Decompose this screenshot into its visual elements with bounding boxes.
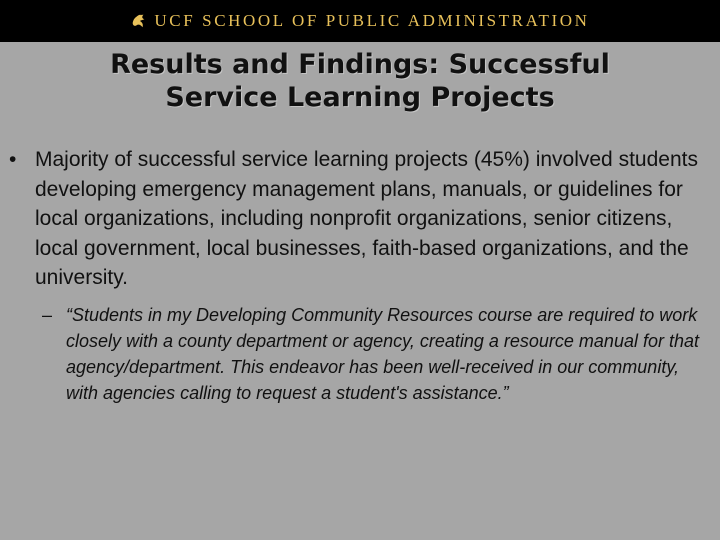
organization-name: UCF SCHOOL OF PUBLIC ADMINISTRATION (154, 11, 590, 30)
slide-title (0, 48, 720, 114)
slide-title-line-2: Service Learning Projects (165, 82, 555, 113)
header-bar (0, 0, 720, 42)
organization-brand (130, 11, 589, 31)
quote-bullet (0, 302, 720, 406)
dash-marker: – (42, 304, 53, 325)
slide-title-line-1: Results and Findings: Successful (110, 49, 610, 80)
slide-content (0, 145, 720, 406)
main-bullet (0, 145, 720, 293)
bullet-marker: • (9, 148, 17, 171)
main-bullet-text: Majority of successful service learning projects (45%) involved students developing emergency management plans, manuals, or guidelines for local organizations, including nonprofit organizations, senior citizens, local government, local businesses, faith-based organizations, and the university. (35, 148, 698, 289)
pegasus-logo-icon (130, 12, 148, 30)
quote-text: “Students in my Developing Community Resources course are required to work closely with a county department or agency, creating a resource manual for that agency/department. This endeavor has been well-received in our community, with agencies calling to request a student's assistance.” (66, 304, 699, 403)
